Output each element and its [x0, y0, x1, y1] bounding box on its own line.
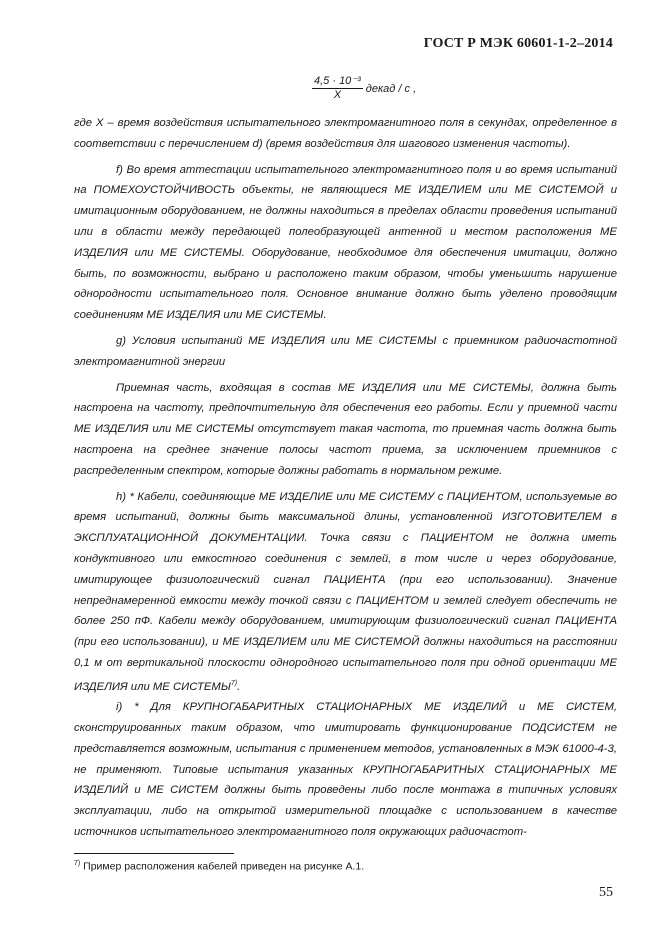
- formula: [312, 75, 416, 102]
- paragraph-h-text: h) * Кабели, соединяющие МЕ ИЗДЕЛИЕ или МЕ СИСТЕМУ с ПАЦИЕНТОМ, используемые во время испытаний, должны быть максимальной длины, установленной ИЗГОТОВИТЕЛЕМ в ЭКСПЛУАТАЦИОННОЙ ДОКУМЕНТАЦИИ. Точка связи с ПАЦИЕНТОМ не должна иметь кондуктивного или емкостного соединения с землей, в том числе и через оборудование, имитирующее физиологический сигнал ПАЦИЕНТА (при его использовании). Значение непреднамеренной емкости между точкой связи с ПАЦИЕНТОМ и землей следует обеспечить не более 250 пФ. Кабели между оборудованием, имитирующим физиологический сигнал ПАЦИЕНТА (при его использовании), и МЕ ИЗДЕЛИЕМ или МЕ СИСТЕМОЙ должны находиться на расстоянии 0,1 м от вертикальной плоскости однородного испытательного поля при одной ориентации МЕ ИЗДЕЛИЯ или МЕ СИСТЕМЫ: [74, 490, 617, 693]
- footnote-reference: 7): [230, 679, 238, 687]
- document-header: ГОСТ Р МЭК 60601-1-2–2014: [423, 36, 613, 51]
- body-text: [74, 113, 617, 843]
- page-number: 55: [599, 885, 613, 900]
- footnote-divider: [74, 853, 234, 854]
- footnote-text: Пример расположения кабелей приведен на рисунке А.1.: [80, 860, 365, 873]
- footnote: [74, 860, 364, 873]
- paragraph-g: g) Условия испытаний МЕ ИЗДЕЛИЯ или МЕ СИСТЕМЫ с приемником радиочастотной электромагнитной энергии: [74, 334, 617, 368]
- formula-unit: декад / с ,: [365, 82, 417, 95]
- paragraph-h: h) * Кабели, соединяющие МЕ ИЗДЕЛИЕ или МЕ СИСТЕМУ с ПАЦИЕНТОМ, используемые во время испытаний, должны быть максимальной длины, установленной ИЗГОТОВИТЕЛЕМ в ЭКСПЛУАТАЦИОННОЙ ДОКУМЕНТАЦИИ. Точка связи с ПАЦИЕНТОМ не должна иметь кондуктивного или емкостного соединения с землей, в том числе и через оборудование, имитирующее физиологический сигнал ПАЦИЕНТА (при его использовании). Значение непреднамеренной емкости между точкой связи с ПАЦИЕНТОМ и землей следует обеспечить не более 250 пФ. Кабели между оборудованием, имитирующим физиологический сигнал ПАЦИЕНТА (при его использовании), и МЕ ИЗДЕЛИЕМ или МЕ СИСТЕМОЙ должны находиться на расстоянии 0,1 м от вертикальной плоскости однородного испытательного поля при одной ориентации МЕ ИЗДЕЛИЯ или МЕ СИСТЕМЫ$^{7)}$.: [74, 490, 617, 693]
- paragraph-i: i) * Для КРУПНОГАБАРИТНЫХ СТАЦИОНАРНЫХ МЕ ИЗДЕЛИЙ и МЕ СИСТЕМ, сконструированных таким образом, что имитировать функционирование ПОДСИСТЕМ не представляется возможным, испытания с применением методов, установленных в МЭК 61000-4-3, не применяют. Типовые испытания указанных КРУПНОГАБАРИТНЫХ СТАЦИОНАРНЫХ МЕ ИЗДЕЛИЙ и МЕ СИСТЕМ должны быть проведены либо после монтажа в типичных условиях эксплуатации, либо на открытой измерительной площадке с использованием в качестве источников испытательного электромагнитного поля окружающих радиочастот-: [74, 701, 617, 839]
- formula-denominator: X: [333, 89, 342, 101]
- paragraph-receiver: Приемная часть, входящая в состав МЕ ИЗДЕЛИЯ или МЕ СИСТЕМЫ, должна быть настроена на частоту, предпочтительную для обеспечения его работы. Если у приемной части МЕ ИЗДЕЛИЯ или МЕ СИСТЕМЫ отсутствует такая частота, то приемная часть должна быть настроена на среднее значение полосы частот приема, за исключением приемников с распределенным спектром, которые должны работать в нормальном режиме.: [74, 381, 617, 477]
- paragraph-f: f) Во время аттестации испытательного электромагнитного поля и во время испытаний на ПОМЕХОУСТОЙЧИВОСТЬ объекты, не являющиеся МЕ ИЗДЕЛИЕМ или МЕ СИСТЕМОЙ и имитационным оборудованием, не должны находиться в пределах области проведения испытаний или в области между передающей полеобразующей антенной и местом расположения МЕ ИЗДЕЛИЯ или МЕ СИСТЕМЫ. Оборудование, необходимое для обеспечения имитации, должно быть, по возможности, выбрано и расположено таким образом, чтобы уменьшить нарушение однородности испытательного поля. Основное внимание должно быть уделено проводящим соединениям МЕ ИЗДЕЛИЯ или МЕ СИСТЕМЫ.: [74, 163, 617, 322]
- formula-numerator: 4,5 · 10⁻³: [314, 75, 361, 87]
- paragraph-definition: где X – время воздействия испытательного электромагнитного поля в секундах, определенное в соответствии с перечислением d) (время воздействия для шагового изменения частоты).: [74, 117, 617, 150]
- formula-fraction: [312, 75, 363, 102]
- footnote-mark: 7): [74, 860, 81, 867]
